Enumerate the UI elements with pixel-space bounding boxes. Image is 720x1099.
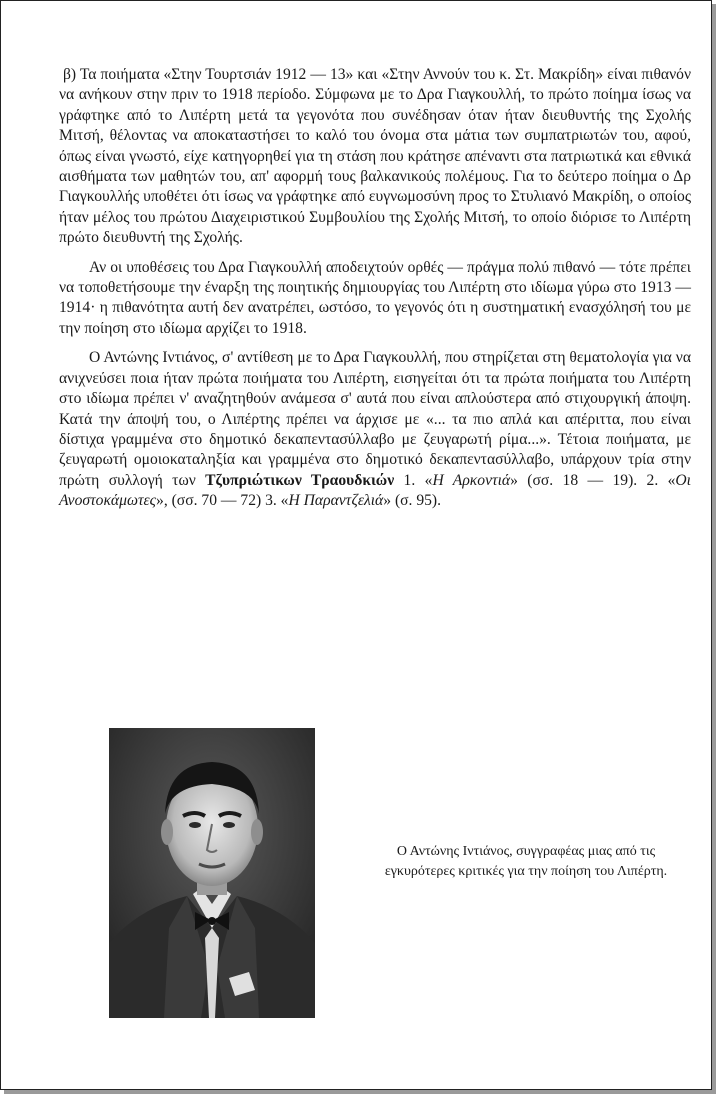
portrait-photo-icon bbox=[109, 728, 315, 1018]
article-text bbox=[59, 65, 691, 521]
photo-caption: Ο Αντώνης Ιντιάνος, συγγραφέας μιας από τις εγκυρότερες κριτικές για την ποίηση του Λιπέρτη. bbox=[384, 844, 668, 879]
poem-title-1: Η Αρκοντιά bbox=[432, 471, 511, 489]
paragraph-3 bbox=[59, 348, 691, 511]
paragraph-1: β) Τα ποιήματα «Στην Τουρτσιάν 1912 — 13» και «Στην Αννούν του κ. Στ. Μακρίδη» είναι πιθανόν να ανήκουν στην πριν το 1918 περίοδο. Σύμφωνα με το Δρα Γιαγκουλλή, το πρώτο ποίημα ίσως να γράφτηκε από το Λιπέρτη μετά τα γεγονότα που συνέδησαν όταν ήταν διευθυντής της Σχολής Μιτσή, θέλοντας να αποκαταστήσει το καλό του όνομα στα μάτια των συμπατριωτών του, αφού, όπως είναι γνωστό, είχε κατηγορηθεί για τη στάση που κράτησε απέναντι στα πατριωτικά και εθνικά αισθήματα των μαθητών του, απ' αφορμή τους βαλκανικούς πολέμους. Για το δεύτερο ποίημα ο Δρ Γιαγκουλλής υποθέτει ότι ίσως να γράφτηκε από ευγνωμοσύνη προς το Στυλιανό Μακρίδη, ο οποίος ήταν μέλος του πρώτου Διαχειριστικού Συμβουλίου της Σχολής Μιτσή, το οποίο διόρισε το Λιπέρτη πρώτο διευθυντή της Σχολής. bbox=[59, 66, 691, 247]
ref-3-pages: » (σ. 95). bbox=[383, 492, 442, 510]
poem-title-2: Οι Ανοστοκάμωτες bbox=[59, 471, 691, 510]
ref-1-prefix: 1. « bbox=[394, 471, 433, 489]
paragraph-2: Αν οι υποθέσεις του Δρα Γιαγκουλλή αποδειχτούν ορθές — πράγμα πολύ πιθανό — τότε πρέπει να τοποθετήσουμε την έναρξη της ποιητικής δημιουργίας του Λιπέρτη στο ιδίωμα γύρω στο 1913 — 1914· η πιθανότητα αυτή δεν ανατρέπει, ωστόσο, το γεγονός ότι η συστηματική ενασχόλησή του με την ποίηση στο ιδίωμα αρχίζει το 1918. bbox=[59, 258, 691, 337]
portrait-photo bbox=[109, 728, 315, 1018]
ref-1-pages: » (σσ. 18 — 19). 2. « bbox=[510, 471, 676, 489]
ref-2-pages: », (σσ. 70 — 72) 3. « bbox=[156, 492, 289, 510]
book-title: Τζυπριώτικων Τραουδκιών bbox=[205, 471, 395, 489]
paragraph-3-main: Ο Αντώνης Ιντιάνος, σ' αντίθεση με το Δρα Γιαγκουλλή, που στηρίζεται στη θεματολογία για να ανιχνεύσει ποια ήταν πρώτα ποιήματα του Λιπέρτη, εισηγείται ότι τα πρώτα ποιήματα του Λιπέρτη στο ιδίωμα πρέπει ν' αναζητηθούν ανάμεσα σ' αυτά που είναι απλούστερα από στιχουργική άποψη. Κατά την άποψή του, ο Λιπέρτης πρέπει να άρχισε με «... τα πιο απλά και απέριττα, που είναι δίστιχα γραμμένα στο δημοτικό δεκαπεντασύλλαβο με ζευγαρωτή ρίμα...». Τέτοια ποιήματα, με ζευγαρωτή ομοιοκαταληξία και γραμμένα στο δημοτικό δεκαπεντασύλλαβο, υπάρχουν τρία στην πρώτη συλλογή των bbox=[59, 349, 691, 489]
poem-title-3: Η Παραντζελιά bbox=[288, 492, 384, 510]
